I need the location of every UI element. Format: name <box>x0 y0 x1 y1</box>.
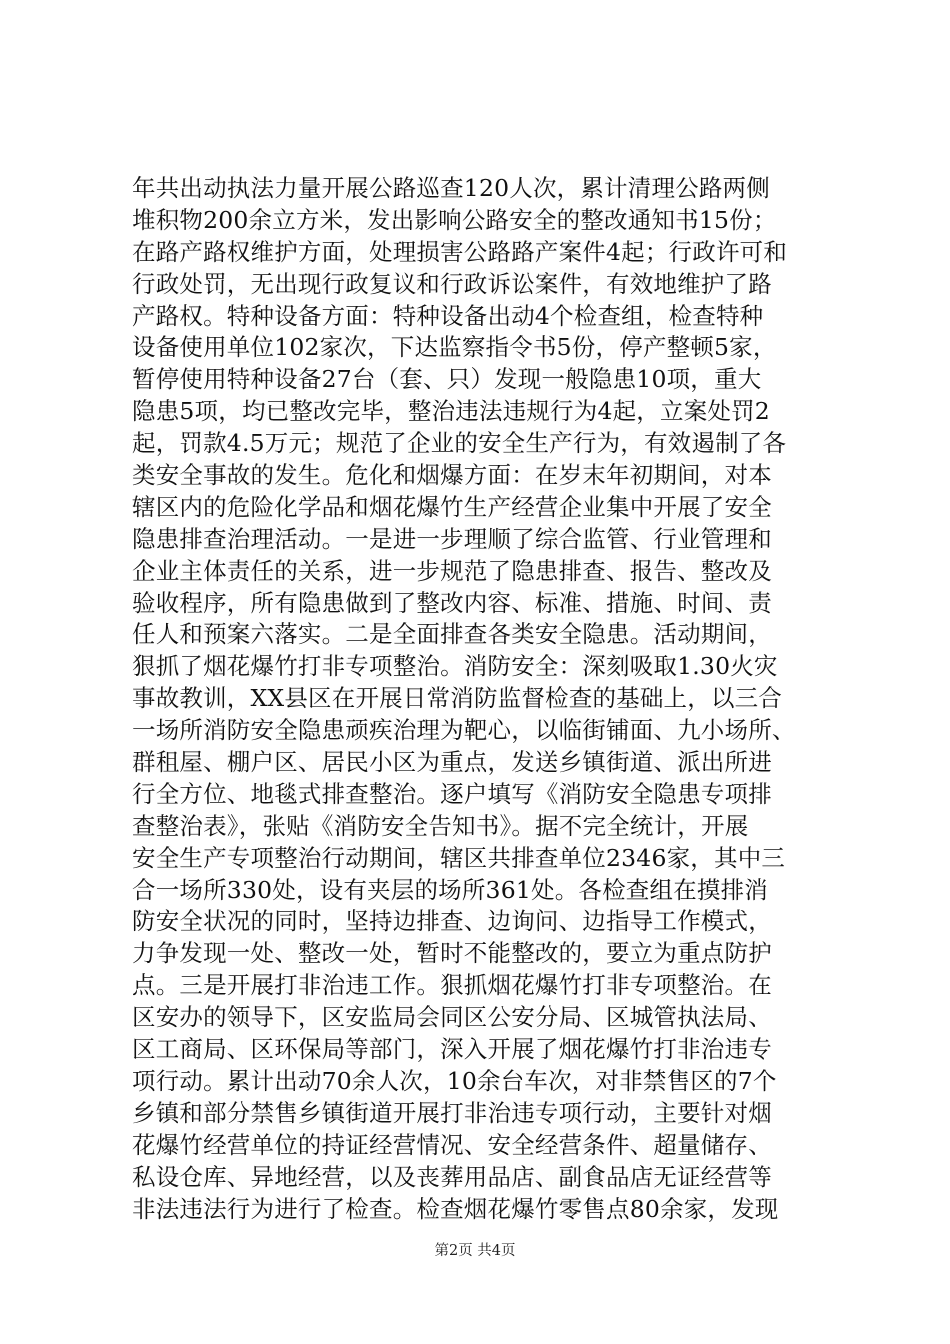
text-line: 产路权。特种设备方面：特种设备出动4个检查组，检查特种 <box>132 301 764 330</box>
text-line: 暂停使用特种设备27台（套、只）发现一般隐患10项，重大 <box>132 365 762 394</box>
text-line: 隐患排查治理活动。一是进一步理顺了综合监管、行业管理和 <box>132 524 772 553</box>
text-line: 年共出动执法力量开展公路巡查120人次，累计清理公路两侧 <box>132 174 770 202</box>
text-line: 防安全状况的同时，坚持边排查、边询问、边指导工作模式， <box>132 907 772 936</box>
text-line: 事故教训，XX县区在开展日常消防监督检查的基础上，以三合 <box>132 684 783 713</box>
body-text <box>132 173 832 1225</box>
text-line: 行政处罚，无出现行政复议和行政诉讼案件，有效地维护了路 <box>132 269 772 298</box>
text-line: 花爆竹经营单位的持证经营情况、安全经营条件、超量储存、 <box>132 1130 772 1159</box>
text-line: 乡镇和部分禁售乡镇街道开展打非治违专项行动，主要针对烟 <box>132 1098 772 1127</box>
text-line: 辖区内的危险化学品和烟花爆竹生产经营企业集中开展了安全 <box>132 492 772 521</box>
text-line: 类安全事故的发生。危化和烟爆方面：在岁末年初期间，对本 <box>132 461 772 490</box>
text-line: 区工商局、区环保局等部门，深入开展了烟花爆竹打非治违专 <box>132 1035 772 1064</box>
text-line: 查整治表》，张贴《消防安全告知书》。据不完全统计，开展 <box>132 811 749 840</box>
text-line: 狠抓了烟花爆竹打非专项整治。消防安全：深刻吸取1.30火灾 <box>132 652 778 681</box>
text-line: 设备使用单位102家次，下达监察指令书5份，停产整顿5家， <box>132 333 777 362</box>
page-number-label: 第2页 共4页 <box>434 1243 516 1259</box>
text-line: 起，罚款4.5万元；规范了企业的安全生产行为，有效遏制了各 <box>132 429 787 458</box>
text-line: 合一场所330处，设有夹层的场所361处。各检查组在摸排消 <box>132 875 769 904</box>
text-line: 点。三是开展打非治违工作。狠抓烟花爆竹打非专项整治。在 <box>132 971 772 1000</box>
text-line: 非法违法行为进行了检查。检查烟花爆竹零售点80余家，发现 <box>132 1194 779 1223</box>
text-line: 私设仓库、异地经营，以及丧葬用品店、副食品店无证经营等 <box>132 1162 772 1191</box>
text-line: 企业主体责任的关系，进一步规范了隐患排查、报告、整改及 <box>132 556 772 585</box>
text-line: 堆积物200余立方米，发出影响公路安全的整改通知书15份； <box>132 205 777 234</box>
text-line: 项行动。累计出动70余人次，10余台车次，对非禁售区的7个 <box>132 1066 777 1095</box>
text-line: 任人和预案六落实。二是全面排查各类安全隐患。活动期间， <box>132 620 772 649</box>
text-line: 力争发现一处、整改一处，暂时不能整改的，要立为重点防护 <box>132 939 772 968</box>
text-line: 群租屋、棚户区、居民小区为重点，发送乡镇街道、派出所进 <box>132 748 772 777</box>
text-line: 行全方位、地毯式排查整治。逐户填写《消防安全隐患专项排 <box>132 779 772 808</box>
text-line: 在路产路权维护方面，处理损害公路路产案件4起；行政许可和 <box>132 237 788 266</box>
text-line: 验收程序，所有隐患做到了整改内容、标准、措施、时间、责 <box>132 588 772 617</box>
text-line: 安全生产专项整治行动期间，辖区共排查单位2346家，其中三 <box>132 843 786 872</box>
text-line: 隐患5项，均已整改完毕，整治违法违规行为4起，立案处罚2 <box>132 397 770 426</box>
text-line: 一场所消防安全隐患顽疾治理为靶心，以临街铺面、九小场所、 <box>132 716 796 745</box>
text-line: 区安办的领导下，区安监局会同区公安分局、区城管执法局、 <box>132 1003 772 1032</box>
page-footer <box>0 1241 950 1261</box>
